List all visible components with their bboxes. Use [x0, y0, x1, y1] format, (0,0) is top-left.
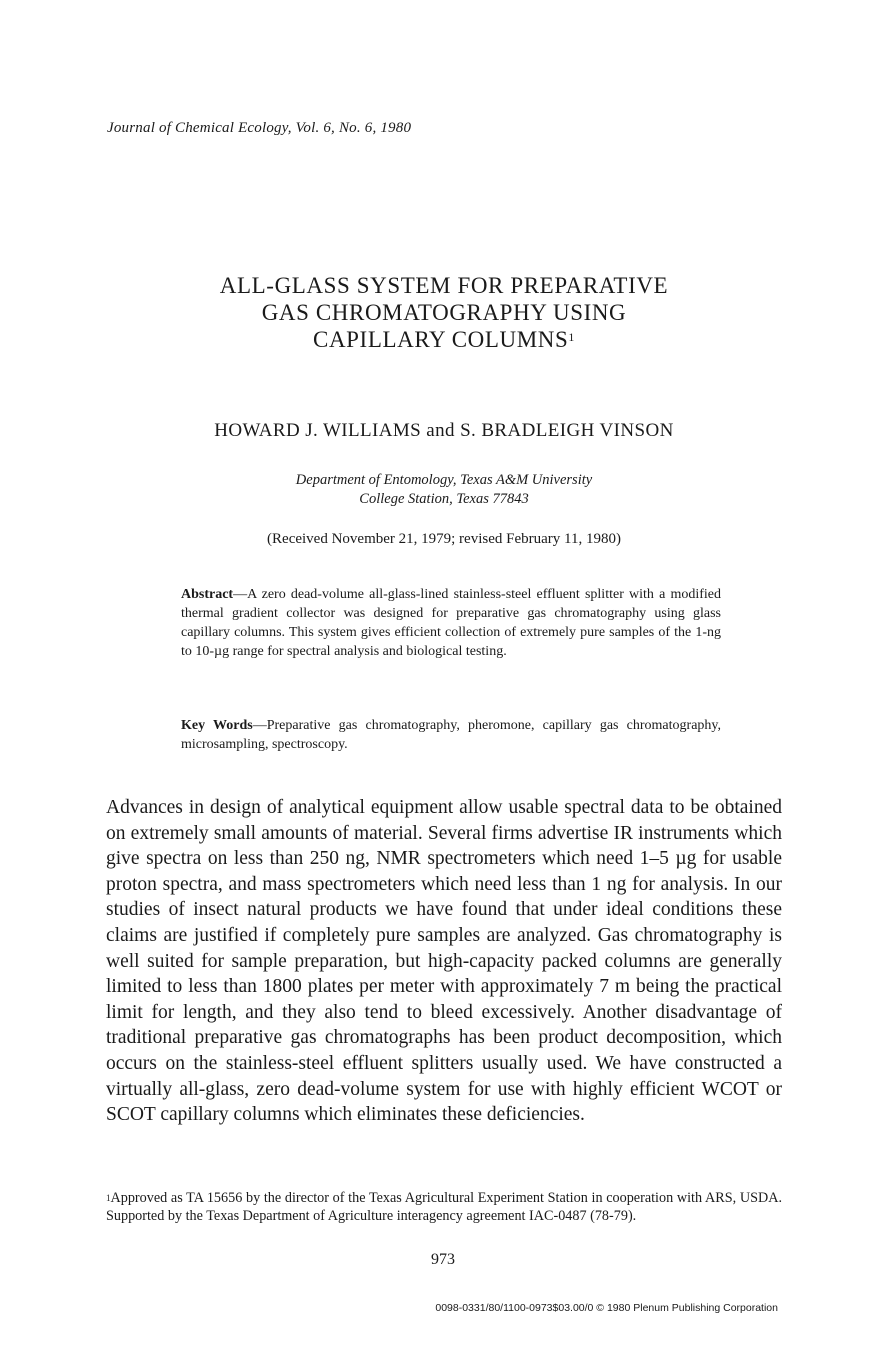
copyright-line: 0098-0331/80/1100-0973$03.00/0 © 1980 Plenum Publishing Corporation — [435, 1302, 778, 1314]
paper-title — [120, 272, 768, 353]
keywords-label: Key Words — [181, 718, 253, 733]
footnote-mark: 1 — [106, 1193, 111, 1203]
received-dates: (Received November 21, 1979; revised February 11, 1980) — [267, 531, 621, 547]
keywords — [181, 716, 721, 754]
title-line-2: GAS CHROMATOGRAPHY USING — [261, 300, 627, 325]
affiliation-city: College Station, Texas 77843 — [359, 491, 529, 507]
abstract — [181, 585, 721, 661]
abstract-text: —A zero dead-volume all-glass-lined stainless-steel effluent splitter with a modified thermal gradient collector was designed for preparative gas chromatography using glass capillary columns. This system gives efficient collection of extremely pure samples of the 1-ng to 10-µg range for spectral analysis and biological testing. — [181, 587, 721, 659]
title-line-3 — [120, 326, 768, 353]
abstract-label: Abstract — [181, 587, 234, 602]
journal-citation: Journal of Chemical Ecology, Vol. 6, No. 6, 1980 — [107, 120, 412, 136]
footnote-text: Approved as TA 15656 by the director of the Texas Agricultural Experiment Station in cooperation with ARS, USDA. Supported by the Texas Department of Agriculture interagency agreement IAC-0487 (78-79). — [106, 1190, 782, 1224]
keywords-text: —Preparative gas chromatography, pheromone, capillary gas chromatography, microsampling, spectroscopy. — [181, 718, 721, 752]
title-line-1: ALL-GLASS SYSTEM FOR PREPARATIVE — [219, 273, 669, 298]
title-footnote-mark: 1 — [568, 330, 575, 344]
authors: HOWARD J. WILLIAMS and S. BRADLEIGH VINSON — [214, 420, 674, 441]
title-line-3-text: CAPILLARY COLUMNS — [313, 327, 569, 352]
footnote — [106, 1189, 782, 1225]
page-number: 973 — [431, 1251, 455, 1268]
affiliation — [120, 471, 768, 509]
body-paragraph: Advances in design of analytical equipment allow usable spectral data to be obtained on extremely small amounts of material. Several firms advertise IR instruments which give spectra on less than 250 ng, NMR spectrometers which need 1–5 µg for usable proton spectra, and mass spectrometers which need less than 1 ng for analysis. In our studies of insect natural products we have found that under ideal conditions these claims are justified if completely pure samples are analyzed. Gas chromatography is well suited for sample preparation, but high-capacity packed columns are generally limited to less than 1800 plates per meter with approximately 7 m being the practical limit for length, and they also tend to bleed excessively. Another disadvantage of traditional preparative gas chromatographs has been product decomposition, which occurs on the stainless-steel effluent splitters usually used. We have constructed a virtually all-glass, zero dead-volume system for use with highly efficient WCOT or SCOT capillary columns which eliminates these deficiencies. — [106, 797, 782, 1126]
affiliation-department: Department of Entomology, Texas A&M University — [295, 472, 593, 488]
